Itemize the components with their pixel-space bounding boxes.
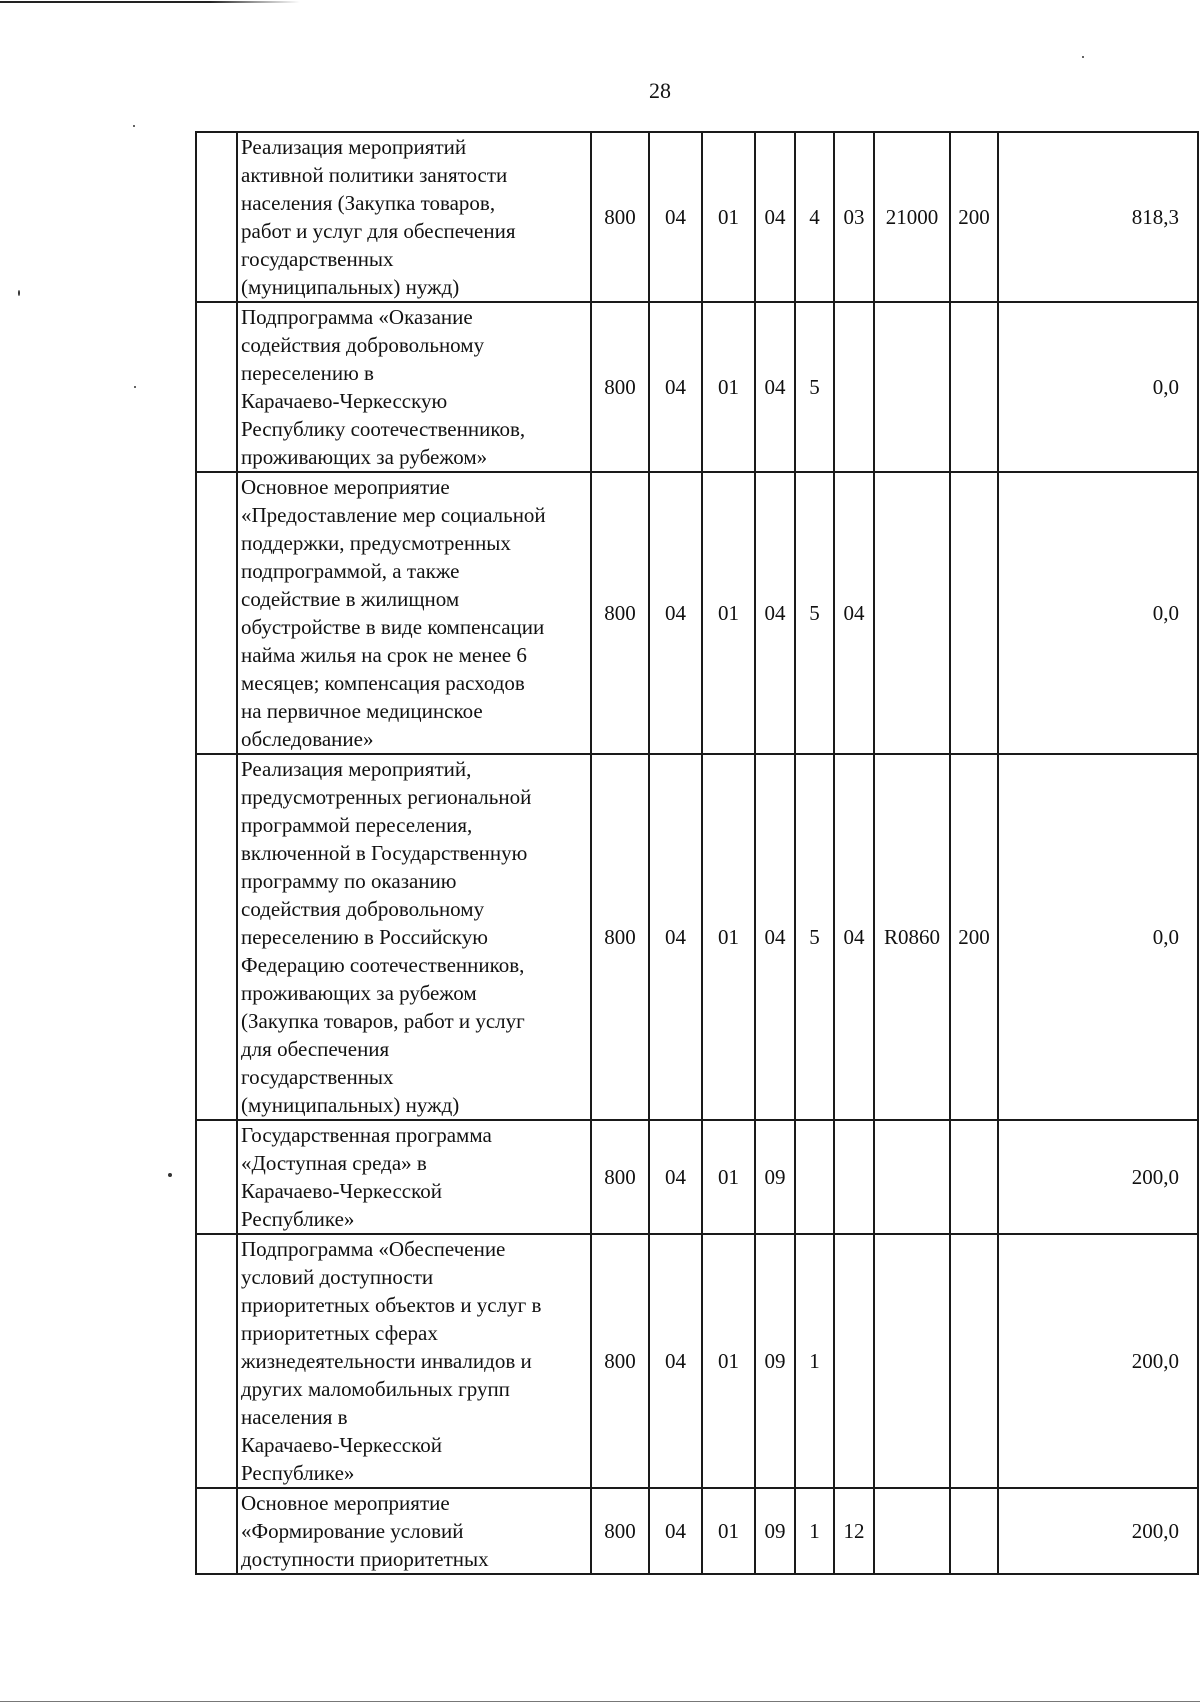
code-cell-1: 800 <box>591 302 649 472</box>
table-row <box>196 132 1198 302</box>
code-cell-2: 04 <box>649 472 702 754</box>
code-cell-8 <box>950 1234 998 1488</box>
code-cell-6: 04 <box>834 472 874 754</box>
code-cell-1: 800 <box>591 132 649 302</box>
code-cell-7 <box>874 472 950 754</box>
code-cell-4: 09 <box>755 1488 795 1574</box>
code-cell-8 <box>950 1120 998 1234</box>
amount-cell: 200,0 <box>998 1234 1198 1488</box>
scan-edge-top <box>0 1 300 3</box>
table-body <box>196 132 1198 1574</box>
amount-cell: 0,0 <box>998 472 1198 754</box>
code-cell-3: 01 <box>702 1488 755 1574</box>
description-cell: Государственная программа «Доступная среда» в Карачаево-Черкесской Республике» <box>237 1120 591 1234</box>
code-cell-8: 200 <box>950 132 998 302</box>
scan-edge-bottom <box>0 1701 1200 1702</box>
number-cell <box>196 132 237 302</box>
number-cell <box>196 472 237 754</box>
amount-cell: 818,3 <box>998 132 1198 302</box>
description-cell: Основное мероприятие «Предоставление мер социальной поддержки, предусмотренных подпрограммой, а также содействие в жилищном обустройстве в виде компенсации найма жилья на срок не менее 6 месяцев; компенсация расходов на первичное медицинское обследование» <box>237 472 591 754</box>
amount-cell: 200,0 <box>998 1488 1198 1574</box>
amount-cell: 0,0 <box>998 302 1198 472</box>
code-cell-5: 1 <box>795 1488 834 1574</box>
code-cell-1: 800 <box>591 472 649 754</box>
code-cell-5 <box>795 1120 834 1234</box>
code-cell-4: 09 <box>755 1120 795 1234</box>
code-cell-4: 04 <box>755 472 795 754</box>
number-cell <box>196 302 237 472</box>
code-cell-1: 800 <box>591 1488 649 1574</box>
code-cell-4: 09 <box>755 1234 795 1488</box>
code-cell-5: 5 <box>795 754 834 1120</box>
code-cell-6 <box>834 1234 874 1488</box>
code-cell-4: 04 <box>755 132 795 302</box>
description-cell: Реализация мероприятий активной политики занятости населения (Закупка товаров, работ и услуг для обеспечения государственных (муниципальных) нужд) <box>237 132 591 302</box>
table-row <box>196 472 1198 754</box>
code-cell-2: 04 <box>649 302 702 472</box>
code-cell-4: 04 <box>755 754 795 1120</box>
code-cell-8: 200 <box>950 754 998 1120</box>
table-row <box>196 1488 1198 1574</box>
code-cell-8 <box>950 472 998 754</box>
description-cell: Подпрограмма «Обеспечение условий доступности приоритетных объектов и услуг в приоритетных сферах жизнедеятельности инвалидов и других маломобильных групп населения в Карачаево-Черкесской Республике» <box>237 1234 591 1488</box>
code-cell-6: 03 <box>834 132 874 302</box>
scan-speck <box>18 290 20 296</box>
code-cell-1: 800 <box>591 754 649 1120</box>
code-cell-7 <box>874 1234 950 1488</box>
description-cell: Подпрограмма «Оказание содействия добровольному переселению в Карачаево-Черкесскую Республику соотечественников, проживающих за рубежом» <box>237 302 591 472</box>
code-cell-2: 04 <box>649 1120 702 1234</box>
code-cell-6 <box>834 1120 874 1234</box>
scan-speck <box>134 386 136 388</box>
code-cell-7: R0860 <box>874 754 950 1120</box>
budget-table <box>195 131 1199 1575</box>
code-cell-1: 800 <box>591 1120 649 1234</box>
code-cell-5: 5 <box>795 302 834 472</box>
code-cell-5: 5 <box>795 472 834 754</box>
code-cell-3: 01 <box>702 472 755 754</box>
amount-cell: 200,0 <box>998 1120 1198 1234</box>
scan-speck <box>168 1173 172 1177</box>
code-cell-2: 04 <box>649 132 702 302</box>
code-cell-6: 12 <box>834 1488 874 1574</box>
number-cell <box>196 1120 237 1234</box>
amount-cell: 0,0 <box>998 754 1198 1120</box>
code-cell-2: 04 <box>649 754 702 1120</box>
code-cell-3: 01 <box>702 132 755 302</box>
table-row <box>196 1234 1198 1488</box>
code-cell-3: 01 <box>702 302 755 472</box>
code-cell-3: 01 <box>702 1120 755 1234</box>
code-cell-7: 21000 <box>874 132 950 302</box>
code-cell-1: 800 <box>591 1234 649 1488</box>
description-cell: Реализация мероприятий, предусмотренных региональной программой переселения, включенной в Государственную программу по оказанию содействия добровольному переселению в Российскую Федерацию соотечественников, проживающих за рубежом (Закупка товаров, работ и услуг для обеспечения государственных (муниципальных) нужд) <box>237 754 591 1120</box>
code-cell-6 <box>834 302 874 472</box>
code-cell-7 <box>874 1120 950 1234</box>
code-cell-3: 01 <box>702 1234 755 1488</box>
code-cell-8 <box>950 302 998 472</box>
number-cell <box>196 1488 237 1574</box>
number-cell <box>196 754 237 1120</box>
code-cell-7 <box>874 302 950 472</box>
scan-speck <box>133 125 135 127</box>
page-number: 28 <box>649 78 671 103</box>
code-cell-7 <box>874 1488 950 1574</box>
code-cell-4: 04 <box>755 302 795 472</box>
table-row <box>196 1120 1198 1234</box>
code-cell-2: 04 <box>649 1488 702 1574</box>
table-row <box>196 302 1198 472</box>
number-cell <box>196 1234 237 1488</box>
code-cell-5: 4 <box>795 132 834 302</box>
code-cell-3: 01 <box>702 754 755 1120</box>
code-cell-8 <box>950 1488 998 1574</box>
table-row <box>196 754 1198 1120</box>
code-cell-6: 04 <box>834 754 874 1120</box>
description-cell: Основное мероприятие «Формирование условий доступности приоритетных <box>237 1488 591 1574</box>
code-cell-5: 1 <box>795 1234 834 1488</box>
code-cell-2: 04 <box>649 1234 702 1488</box>
scan-speck <box>1082 56 1084 58</box>
